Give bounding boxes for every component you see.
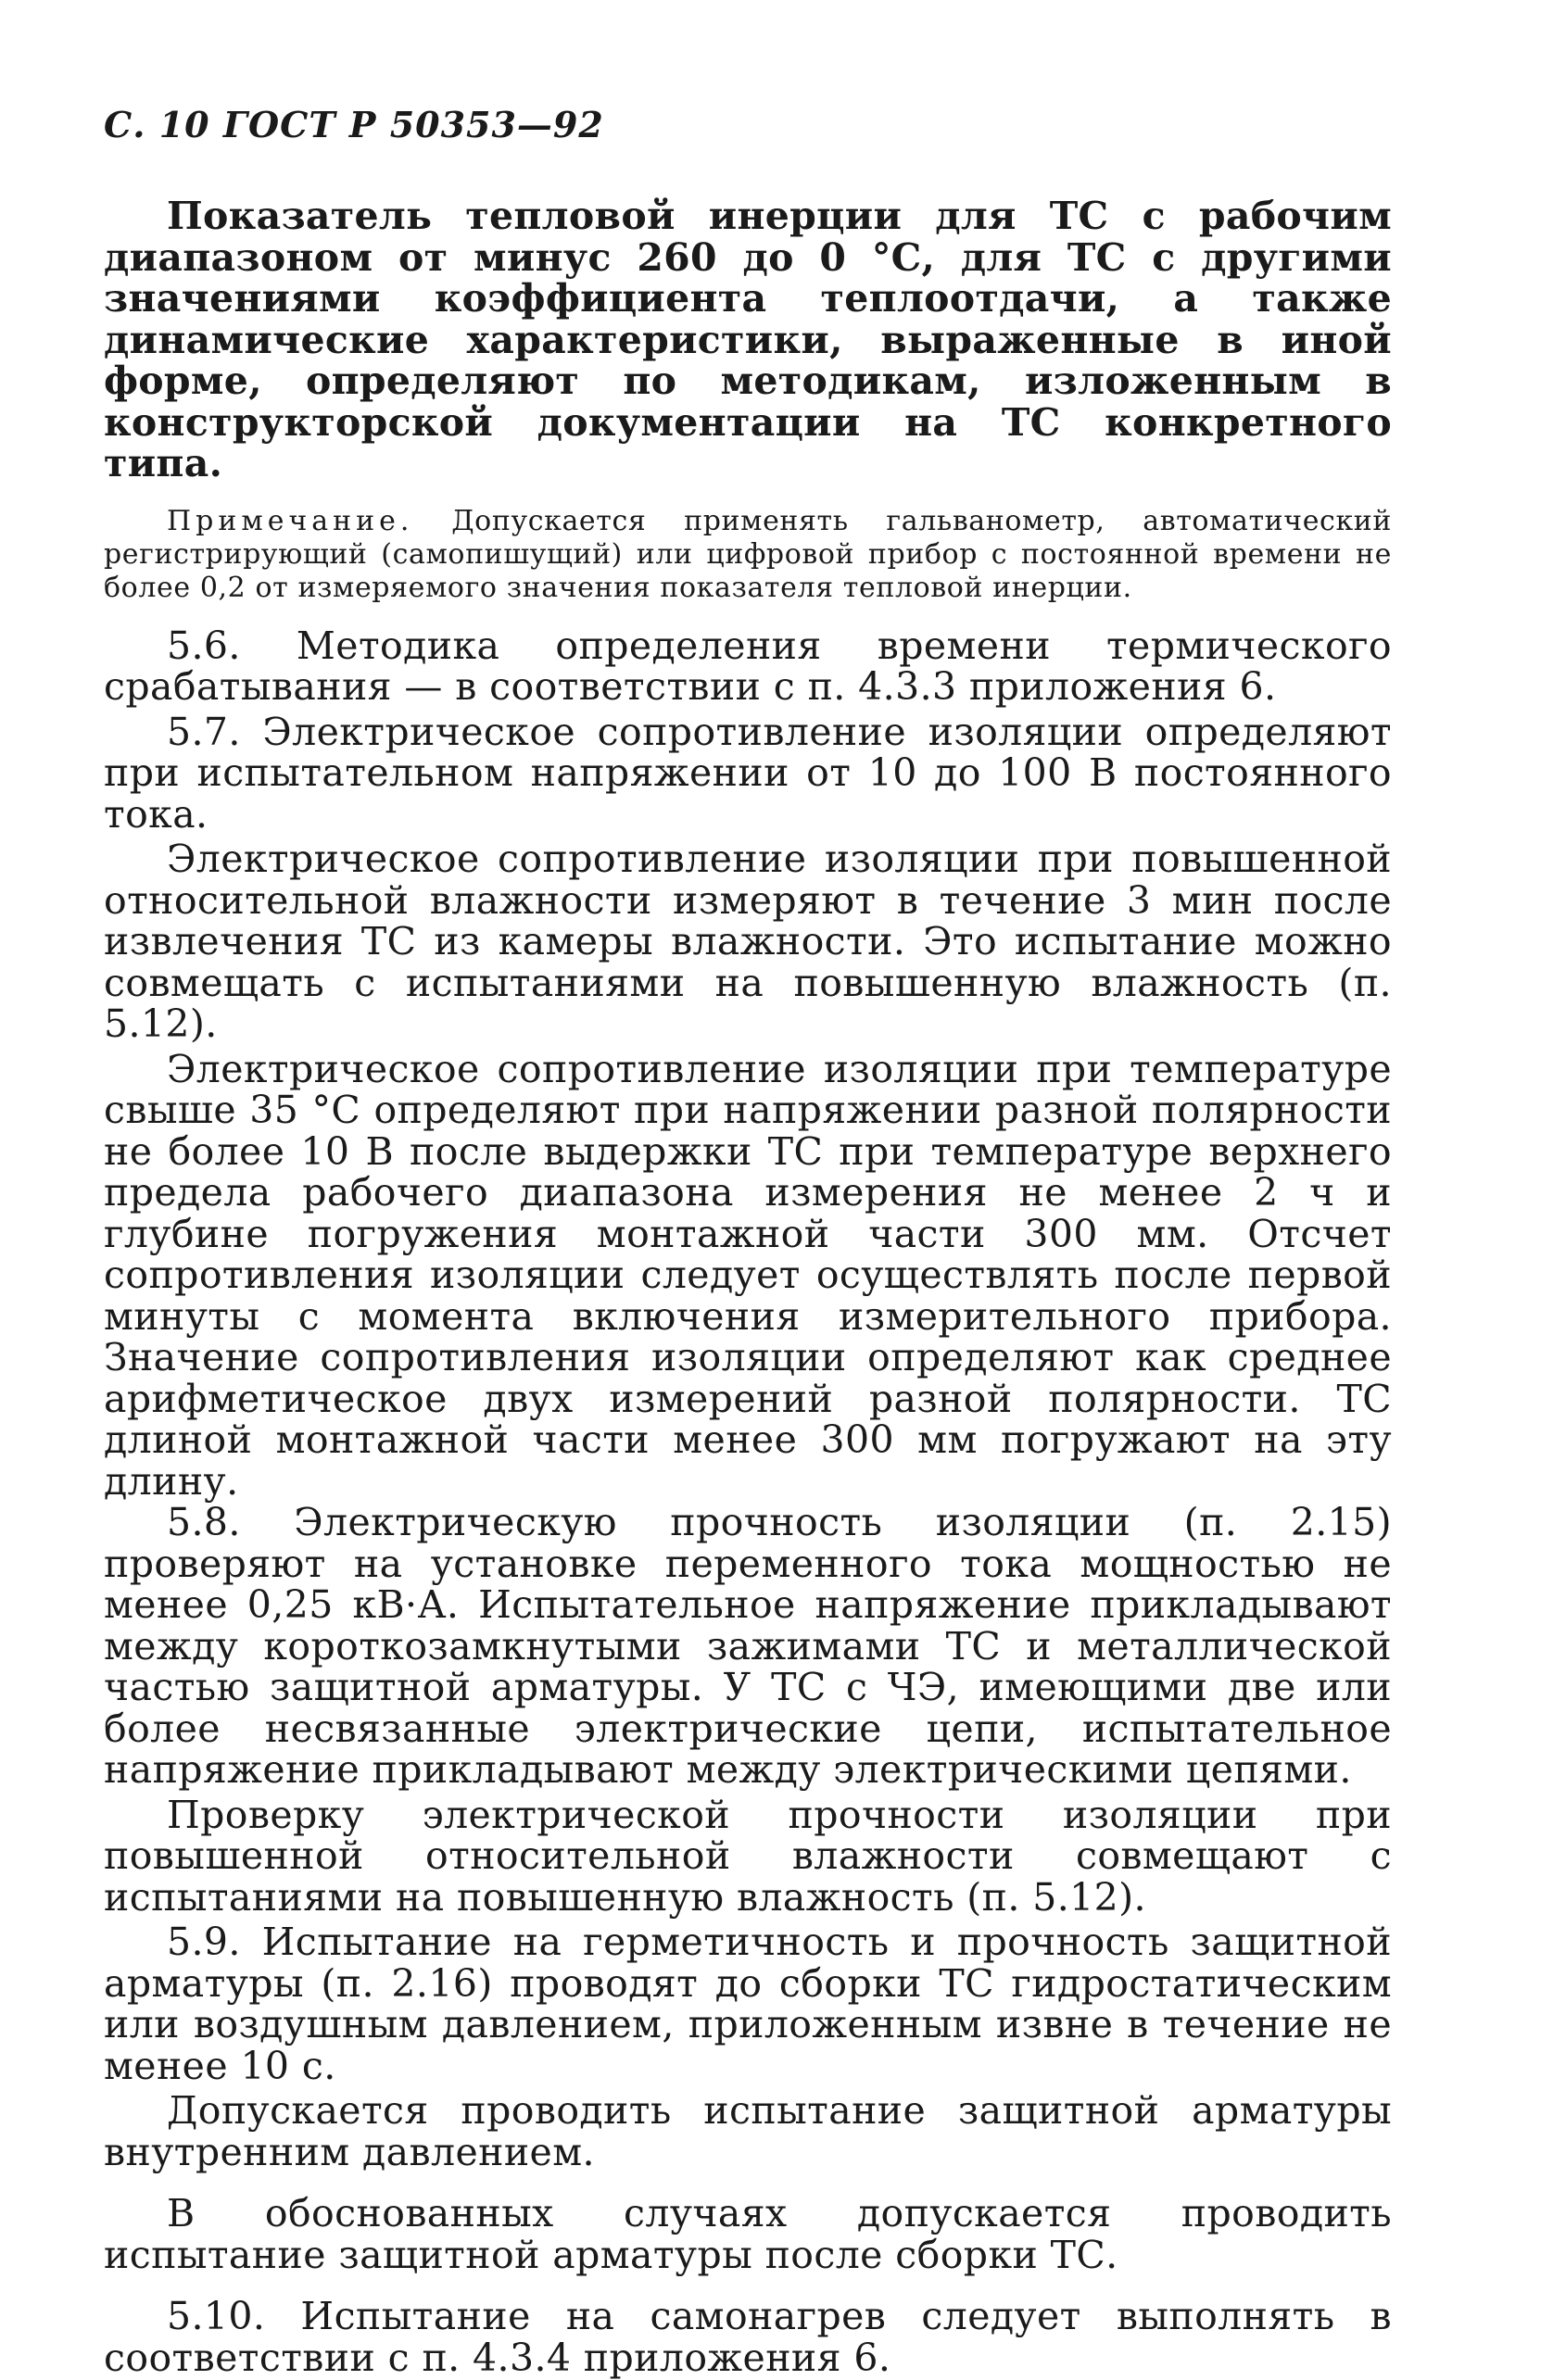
paragraph-5-9: 5.9. Испытание на герметичность и прочность защитной арматуры (п. 2.16) проводят до сборки ТС гидростатическим или воздушным давлением, приложенным извне в течение не менее 10 с. xyxy=(104,1920,1392,2088)
page-header: С. 10 ГОСТ Р 50353—92 xyxy=(104,104,604,145)
note-label: Примечание. xyxy=(167,504,414,537)
paragraph-5-7-humidity: Электрическое сопротивление изоляции при повышенной относительной влажности измеряют в течение 3 мин после извлечения ТС из камеры влажности. Это испытание можно совмещать с испытаниями на повышенную влажность (п. 5.12). xyxy=(104,837,1392,1046)
note-paragraph xyxy=(104,505,1392,605)
paragraph-5-9-internal: Допускается проводить испытание защитной арматуры внутренним давлением. xyxy=(104,2088,1392,2174)
paragraph-5-10: 5.10. Испытание на самонагрев следует выполнять в соответствии с п. 4.3.4 приложения 6. xyxy=(104,2294,1392,2380)
note-text: Допускается применять гальванометр, автоматический регистрирующий (самопишущий) или цифровой прибор с постоянной времени не более 0,2 от измеряемого значения показателя тепловой инерции. xyxy=(104,504,1392,604)
paragraph-5-7: 5.7. Электрическое сопротивление изоляции определяют при испытательном напряжении от 10 до 100 В постоянного тока. xyxy=(104,709,1392,837)
paragraph-5-8-humidity: Проверку электрической прочности изоляции при повышенной относительной влажности совмещают с испытаниями на повышенную влажность (п. 5.12). xyxy=(104,1792,1392,1920)
paragraph-5-7-temperature: Электрическое сопротивление изоляции при температуре свыше 35 °С определяют при напряжении разной полярности не более 10 В после выдержки ТС при температуре верхнего предела рабочего диапазона измерения не менее 2 ч и глубине погружения монтажной части 300 мм. Отсчет сопротивления изоляции следует осуществлять после первой минуты с момента включения измерительного прибора. Значение сопротивления изоляции определяют как среднее арифметическое двух измерений разной полярности. ТС длиной монтажной части менее 300 мм погружают на эту длину. xyxy=(104,1046,1392,1504)
paragraph-5-8: 5.8. Электрическую прочность изоляции (п. 2.15) проверяют на установке переменного тока мощностью не менее 0,25 кВ·А. Испытательное напряжение прикладывают между короткозамкнутыми зажимами ТС и металлической частью защитной арматуры. У ТС с ЧЭ, имеющими две или более несвязанные электрические цепи, испытательное напряжение прикладывают между электрическими цепями. xyxy=(104,1500,1392,1792)
paragraph-5-6: 5.6. Методика определения времени термического срабатывания — в соответствии с п. 4.3.3 приложения 6. xyxy=(104,623,1392,709)
paragraph-thermal-inertia: Показатель тепловой инерции для ТС с рабочим диапазоном от минус 260 до 0 °С, для ТС с другими значениями коэффициента теплоотдачи, а также динамические характеристики, выраженные в иной форме, определяют по методикам, изложенным в конструкторской документации на ТС конкретного типа. xyxy=(104,194,1392,485)
paragraph-5-9-after-assembly: В обоснованных случаях допускается проводить испытание защитной арматуры после сборки ТС. xyxy=(104,2191,1392,2277)
document-page xyxy=(104,104,1392,2378)
